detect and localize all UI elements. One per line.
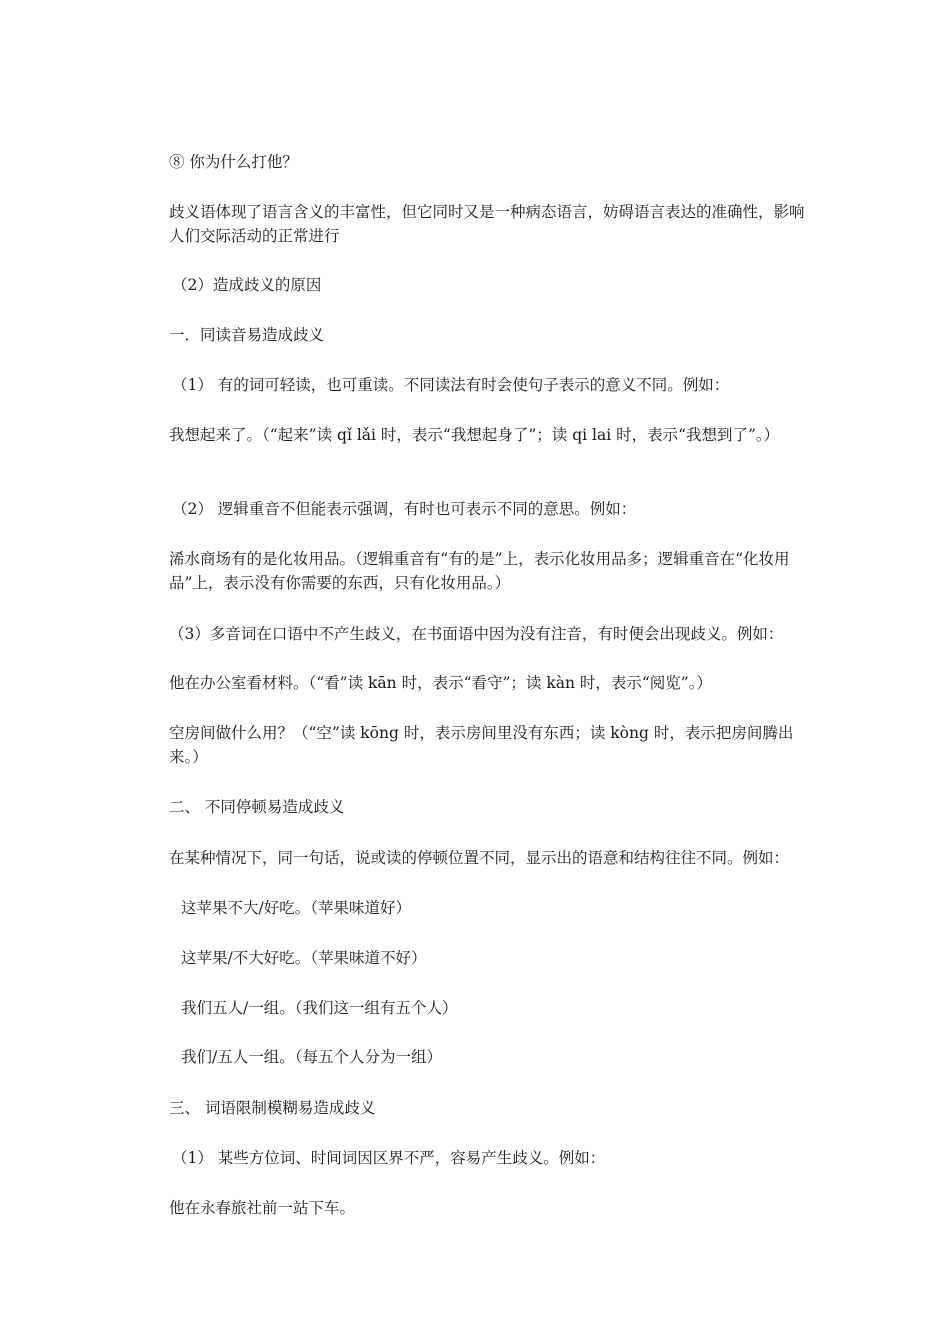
paragraph-polyphonic: （3）多音词在口语中不产生歧义，在书面语中因为没有注音，有时便会出现歧义。例如： [169, 625, 784, 643]
example-qilai: 我想起来了。（“起来”读 qǐ lǎi 时，表示“我想起身了”；读 qi lai 时，表示“我想到了”。） [169, 426, 780, 444]
example-cosmetics: 浠水商场有的是化妆用品。（逻辑重音有“有的是”上，表示化妆用品多；逻辑重音在“化妆用品”上，表示没有你需要的东西，只有化妆用品。） [169, 550, 790, 592]
paragraph-pause-explanation: 在某种情况下，同一句话，说或读的停顿位置不同，显示出的语意和结构往往不同。例如： [169, 849, 790, 867]
subheading-word-limits: 三、 词语限制模糊易造成歧义 [169, 1099, 376, 1117]
example-hotel-stop: 他在永春旅社前一站下车。 [169, 1199, 356, 1217]
subheading-pronunciation: 一．同读音易造成歧义 [169, 326, 325, 344]
section-heading-causes: （2）造成歧义的原因 [172, 276, 322, 294]
paragraph-logical-stress: （2） 逻辑重音不但能表示强调，有时也可表示不同的意思。例如： [172, 500, 637, 518]
example-kan: 他在办公室看材料。（“看”读 kān 时，表示“看守”；读 kàn 时，表示“阅览”。） [169, 674, 712, 692]
example-kong: 空房间做什么用？（“空”读 kōng 时，表示房间里没有东西；读 kòng 时，表示把房间腾出来。） [169, 724, 794, 766]
subheading-pause: 二、 不同停顿易造成歧义 [169, 798, 345, 816]
paragraph-ambiguity-definition: 歧义语体现了语言含义的丰富性，但它同时又是一种病态语言，妨碍语言表达的准确性，影响人们交际活动的正常进行 [169, 203, 805, 245]
paragraph-light-stress: （1） 有的词可轻读，也可重读。不同读法有时会使句子表示的意义不同。例如： [172, 376, 730, 394]
example-group-1: 我们五人/一组。（我们这一组有五个人） [181, 999, 458, 1017]
paragraph-example-8: ⑧ 你为什么打他？ [169, 153, 298, 171]
example-apple-2: 这苹果/不大好吃。（苹果味道不好） [181, 949, 427, 967]
paragraph-location-time-words: （1） 某些方位词、时间词因区界不严，容易产生歧义。例如： [172, 1149, 606, 1167]
example-apple-1: 这苹果不大/好吃。（苹果味道好） [181, 899, 411, 917]
example-group-2: 我们/五人一组。（每五个人分为一组） [181, 1048, 442, 1066]
